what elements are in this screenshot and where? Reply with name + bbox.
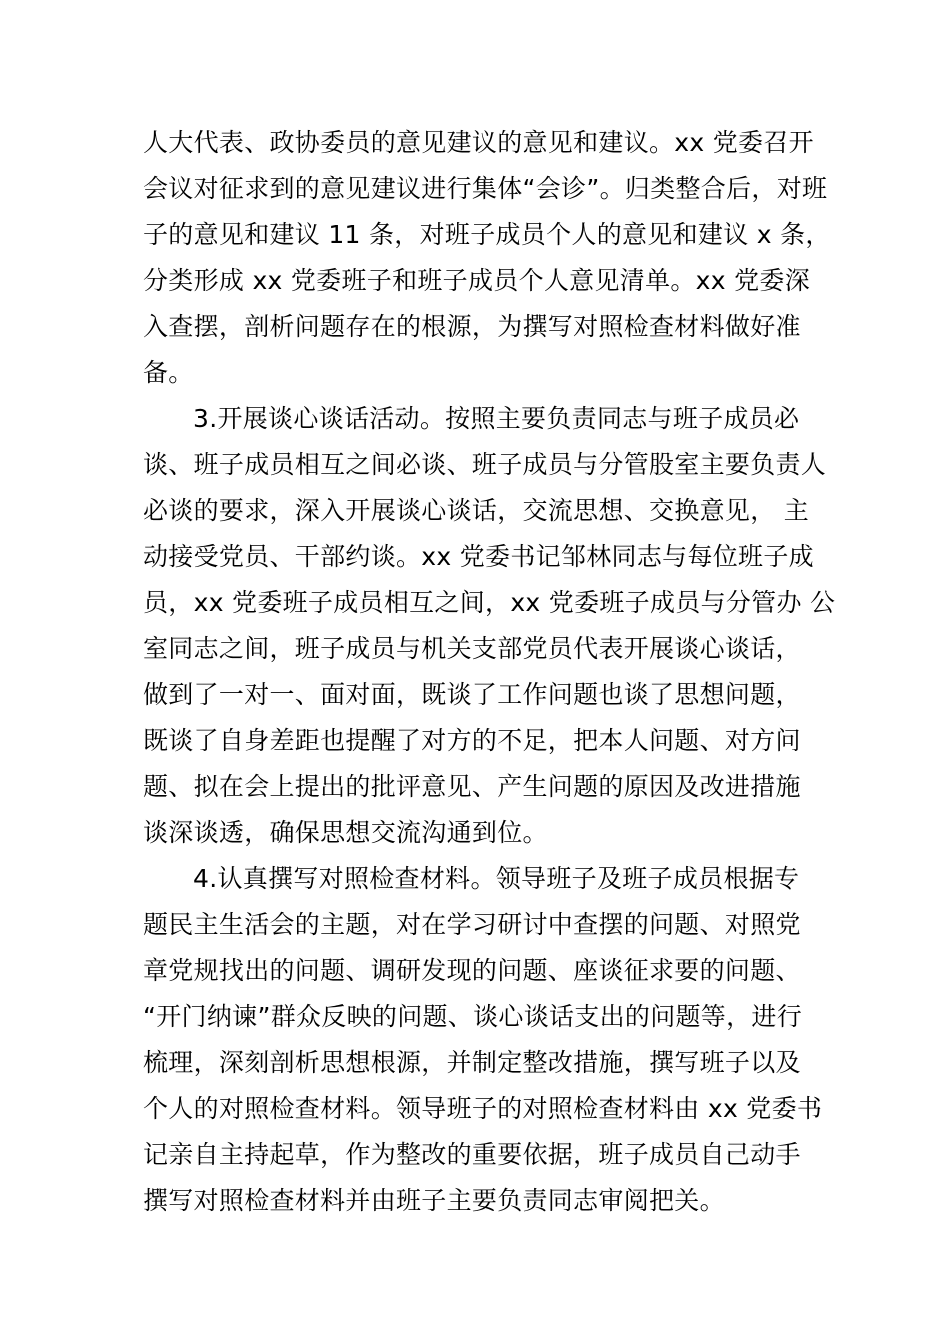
paragraph-4-heading-line: 4.认真撰写对照检查材料。领导班子及班子成员根据专 (193, 864, 800, 893)
text-line: 会议对征求到的意见建议进行集体“会诊”。归类整合后，对班 (143, 174, 828, 203)
text-line: 室同志之间，班子成员与机关支部党员代表开展谈心谈话， (143, 634, 801, 663)
text-line: 员，xx 党委班子成员相互之间，xx 党委班子成员与分管办 公 (143, 588, 836, 617)
text-line: “开门纳谏”群众反映的问题、谈心谈话支出的问题等，进行 (143, 1002, 803, 1031)
text-line: 记亲自主持起草，作为整改的重要依据，班子成员自己动手 (143, 1140, 801, 1169)
text-line: 章党规找出的问题、调研发现的问题、座谈征求要的问题、 (143, 956, 801, 985)
text-line: 人大代表、政协委员的意见建议的意见和建议。xx 党委召开 (143, 128, 814, 157)
text-line: 谈深谈透，确保思想交流沟通到位。 (143, 818, 548, 847)
text-line: 题民主生活会的主题，对在学习研讨中查摆的问题、对照党 (143, 910, 801, 939)
text-line: 既谈了自身差距也提醒了对方的不足，把本人问题、对方问 (143, 726, 801, 755)
text-line: 入查摆，剖析问题存在的根源，为撰写对照检查材料做好准 (143, 312, 801, 341)
text-line: 备。 (143, 358, 194, 387)
text-line: 梳理，深刻剖析思想根源，并制定整改措施，撰写班子以及 (143, 1048, 801, 1077)
text-line: 做到了一对一、面对面，既谈了工作问题也谈了思想问题， (143, 680, 801, 709)
paragraph-3-heading-line: 3.开展谈心谈话活动。按照主要负责同志与班子成员必 (193, 404, 800, 433)
text-line: 题、拟在会上提出的批评意见、产生问题的原因及改进措施 (143, 772, 801, 801)
text-line: 谈、班子成员相互之间必谈、班子成员与分管股室主要负责人 (143, 450, 827, 479)
text-line: 动接受党员、干部约谈。xx 党委书记邹林同志与每位班子成 (143, 542, 814, 571)
text-line: 撰写对照检查材料并由班子主要负责同志审阅把关。 (143, 1186, 725, 1215)
text-line: 必谈的要求，深入开展谈心谈话，交流思想、交换意见， 主 (143, 496, 810, 525)
text-line: 个人的对照检查材料。领导班子的对照检查材料由 xx 党委书 (143, 1094, 823, 1123)
text-line: 分类形成 xx 党委班子和班子成员个人意见清单。xx 党委深 (143, 266, 811, 295)
text-line: 子的意见和建议 11 条，对班子成员个人的意见和建议 x 条， (143, 220, 831, 249)
